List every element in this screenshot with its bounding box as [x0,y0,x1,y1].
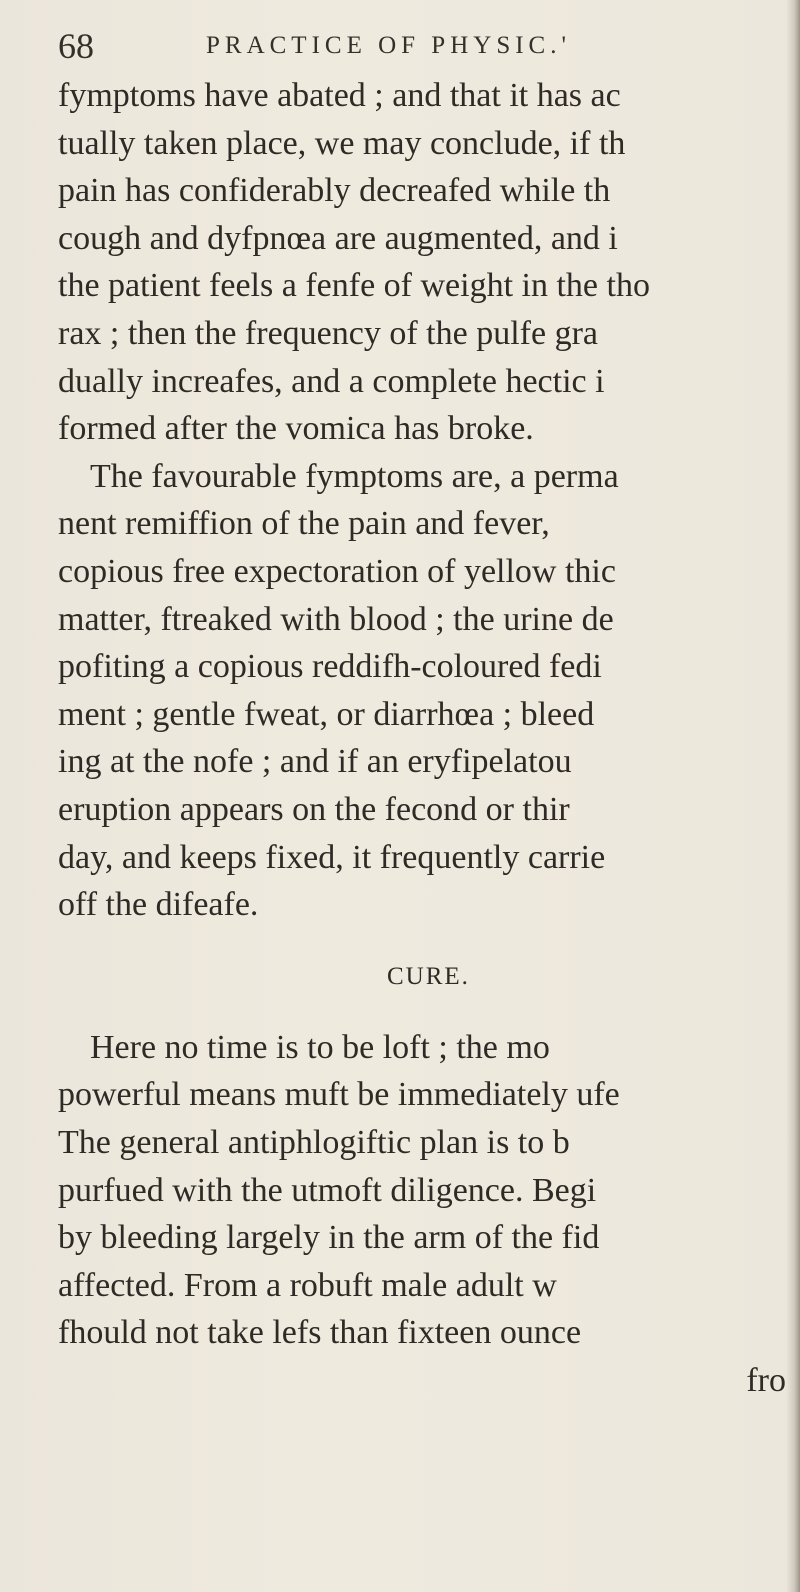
page-header [58,20,758,72]
text-line: pain has confiderably decreafed while th [58,172,611,210]
page-edge-shadow [786,0,800,1592]
section-heading: CURE. [387,962,470,990]
text-line: fymptoms have abated ; and that it has ac [58,77,621,114]
text-line: purfued with the utmoft diligence. Begi [58,1171,597,1209]
text-line: pofiting a copious reddifh-coloured fedi [58,648,602,686]
text-line: copious free expectoration of yellow thic [58,552,616,590]
text-line: The general antiphlogiftic plan is to b [58,1124,570,1162]
text-line: formed after the vomica has broke. [58,410,534,448]
catchword: fro [746,1362,786,1400]
text-line: ment ; gentle fweat, or diarrhœa ; bleed [58,695,595,733]
text-line: nent remiffion of the pain and fever, [58,505,550,543]
text-line: ing at the nofe ; and if an eryfipelatou [58,743,572,781]
text-line: fhould not take lefs than fixteen ounce [58,1314,582,1352]
paragraph-start-line: Here no time is to be loft ; the mo [90,1028,550,1066]
text-line: rax ; then the frequency of the pulfe gra [58,314,598,352]
text-line: dually increafes, and a complete hectic i [58,362,605,400]
text-line: the patient feels a fenfe of weight in the tho [58,267,650,305]
text-line: day, and keeps fixed, it frequently carrie [58,838,606,876]
text-line: eruption appears on the fecond or thir [58,790,570,828]
paragraph-start-line: The favourable fymptoms are, a perma [90,457,619,495]
page-number: 68 [58,26,94,66]
text-line: affected. From a robuft male adult w [58,1266,557,1304]
text-line: matter, ftreaked with blood ; the urine de [58,600,614,638]
running-head: PRACTICE OF PHYSIC.' [206,32,571,59]
text-line: by bleeding largely in the arm of the fid [58,1219,600,1257]
text-line: powerful means muft be immediately ufe [58,1076,620,1114]
text-line: tually taken place, we may conclude, if th [58,124,626,162]
body-text [58,72,786,1405]
text-line: off the difeafe. [58,886,259,924]
text-line: cough and dyfpnœa are augmented, and i [58,219,618,257]
